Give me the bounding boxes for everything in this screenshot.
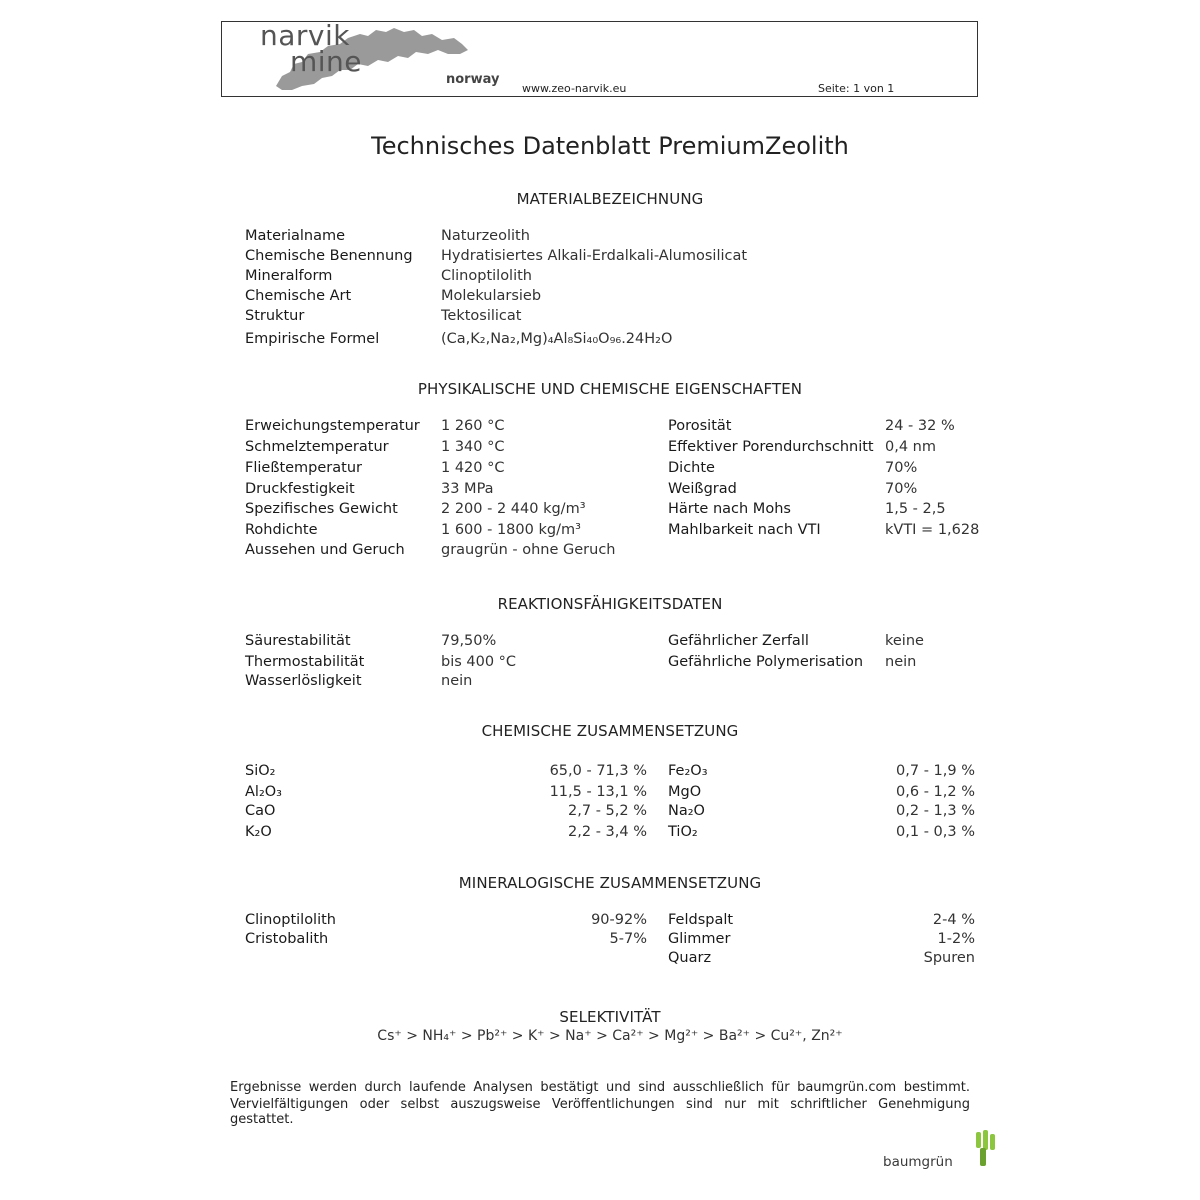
chemical-label: K₂O <box>245 824 272 840</box>
chemical-value: 65,0 - 71,3 % <box>549 763 647 779</box>
mineral-value: 5-7% <box>609 931 647 947</box>
physical-value: 1 260 °C <box>441 418 505 434</box>
mineral-value: 90-92% <box>591 912 647 928</box>
physical-value: 2 200 - 2 440 kg/m³ <box>441 501 586 517</box>
material-label: Empirische Formel <box>245 331 380 347</box>
physical-label: Weißgrad <box>668 481 737 497</box>
section-heading-physical: PHYSIKALISCHE UND CHEMISCHE EIGENSCHAFTEN <box>417 380 803 398</box>
reaction-value: 79,50% <box>441 633 497 649</box>
reaction-value: nein <box>441 673 473 689</box>
section-heading-mineral: MINERALOGISCHE ZUSAMMENSETZUNG <box>458 874 762 892</box>
physical-label: Härte nach Mohs <box>668 501 791 517</box>
reaction-value: nein <box>885 654 917 670</box>
chemical-label: SiO₂ <box>245 763 276 779</box>
material-label: Chemische Art <box>245 288 352 304</box>
physical-label: Dichte <box>668 460 715 476</box>
brand-line-narvik: narvik <box>260 19 350 52</box>
website-url[interactable]: www.zeo-narvik.eu <box>522 82 627 95</box>
physical-value: graugrün - ohne Geruch <box>441 542 616 558</box>
chemical-value: 2,7 - 5,2 % <box>568 803 647 819</box>
chemical-value: 0,1 - 0,3 % <box>896 824 975 840</box>
empirical-formula: (Ca,K₂,Na₂,Mg)₄Al₈Si₄₀O₉₆.24H₂O <box>441 331 673 347</box>
physical-label: Aussehen und Geruch <box>245 542 405 558</box>
chemical-label: Na₂O <box>668 803 705 819</box>
material-value: Clinoptilolith <box>441 268 532 284</box>
footer-line-1: Ergebnisse werden durch laufende Analysen bestätigt und sind ausschließlich für baumgrün.com bestimmt. <box>230 1080 970 1095</box>
physical-value: 1 600 - 1800 kg/m³ <box>441 522 581 538</box>
chemical-label: Fe₂O₃ <box>668 763 708 779</box>
chemical-value: 2,2 - 3,4 % <box>568 824 647 840</box>
physical-value: kVTI = 1,628 <box>885 522 980 538</box>
physical-label: Rohdichte <box>245 522 318 538</box>
physical-value: 33 MPa <box>441 481 494 497</box>
physical-label: Schmelztemperatur <box>245 439 389 455</box>
chemical-value: 11,5 - 13,1 % <box>549 784 647 800</box>
reaction-value: bis 400 °C <box>441 654 517 670</box>
brand-line-mine: mine <box>290 45 363 78</box>
physical-value: 0,4 nm <box>885 439 936 455</box>
section-heading-selectivity: SELEKTIVITÄT <box>559 1008 661 1026</box>
physical-label: Effektiver Porendurchschnitt <box>668 439 874 455</box>
physical-label: Fließtemperatur <box>245 460 362 476</box>
physical-label: Spezifisches Gewicht <box>245 501 398 517</box>
chemical-value: 0,7 - 1,9 % <box>896 763 975 779</box>
selectivity-series: Cs⁺ > NH₄⁺ > Pb²⁺ > K⁺ > Na⁺ > Ca²⁺ > Mg²⁺ > Ba²⁺ > Cu²⁺, Zn²⁺ <box>377 1028 843 1044</box>
footer-line-2: Vervielfältigungen oder selbst auszugsweise Veröffentlichungen sind nur mit schriftlicher Genehmigung gestattet. <box>230 1097 970 1127</box>
mineral-label: Glimmer <box>668 931 731 947</box>
mineral-label: Clinoptilolith <box>245 912 336 928</box>
chemical-label: Al₂O₃ <box>245 784 282 800</box>
reaction-label: Säurestabilität <box>245 633 351 649</box>
material-value: Tektosilicat <box>441 308 522 324</box>
chemical-label: MgO <box>668 784 702 800</box>
reaction-value: keine <box>885 633 924 649</box>
material-label: Mineralform <box>245 268 333 284</box>
material-value: Molekularsieb <box>441 288 542 304</box>
physical-value: 24 - 32 % <box>885 418 955 434</box>
reaction-label: Thermostabilität <box>245 654 365 670</box>
physical-label: Porosität <box>668 418 732 434</box>
mineral-label: Quarz <box>668 950 712 966</box>
material-value: Naturzeolith <box>441 228 530 244</box>
physical-value: 1,5 - 2,5 <box>885 501 946 517</box>
section-heading-material: MATERIALBEZEICHNUNG <box>516 190 704 208</box>
material-label: Struktur <box>245 308 305 324</box>
baumgruen-logo-text: baumgrün <box>883 1154 953 1170</box>
reaction-label: Gefährliche Polymerisation <box>668 654 864 670</box>
physical-value: 1 420 °C <box>441 460 505 476</box>
chemical-value: 0,6 - 1,2 % <box>896 784 975 800</box>
mineral-label: Cristobalith <box>245 931 329 947</box>
material-value: Hydratisiertes Alkali-Erdalkali-Alumosilicat <box>441 248 748 264</box>
chemical-value: 0,2 - 1,3 % <box>896 803 975 819</box>
chemical-label: TiO₂ <box>668 824 698 840</box>
mineral-value: 1-2% <box>937 931 975 947</box>
physical-label: Mahlbarkeit nach VTI <box>668 522 821 538</box>
material-label: Materialname <box>245 228 346 244</box>
brand-line-norway: norway <box>446 72 500 87</box>
physical-value: 70% <box>885 460 918 476</box>
mineral-value: Spuren <box>923 950 975 966</box>
material-label: Chemische Benennung <box>245 248 413 264</box>
mineral-label: Feldspalt <box>668 912 734 928</box>
physical-label: Erweichungstemperatur <box>245 418 420 434</box>
physical-value: 70% <box>885 481 918 497</box>
section-heading-chemical: CHEMISCHE ZUSAMMENSETZUNG <box>481 722 739 740</box>
physical-value: 1 340 °C <box>441 439 505 455</box>
chemical-label: CaO <box>245 803 276 819</box>
section-heading-reaction: REAKTIONSFÄHIGKEITSDATEN <box>497 595 723 613</box>
document-header <box>221 21 978 97</box>
document-title: Technisches Datenblatt PremiumZeolith <box>371 132 849 160</box>
physical-label: Druckfestigkeit <box>245 481 355 497</box>
page-number: Seite: 1 von 1 <box>818 82 895 95</box>
mineral-value: 2-4 % <box>932 912 975 928</box>
reaction-label: Wasserlösligkeit <box>245 673 362 689</box>
reaction-label: Gefährlicher Zerfall <box>668 633 809 649</box>
